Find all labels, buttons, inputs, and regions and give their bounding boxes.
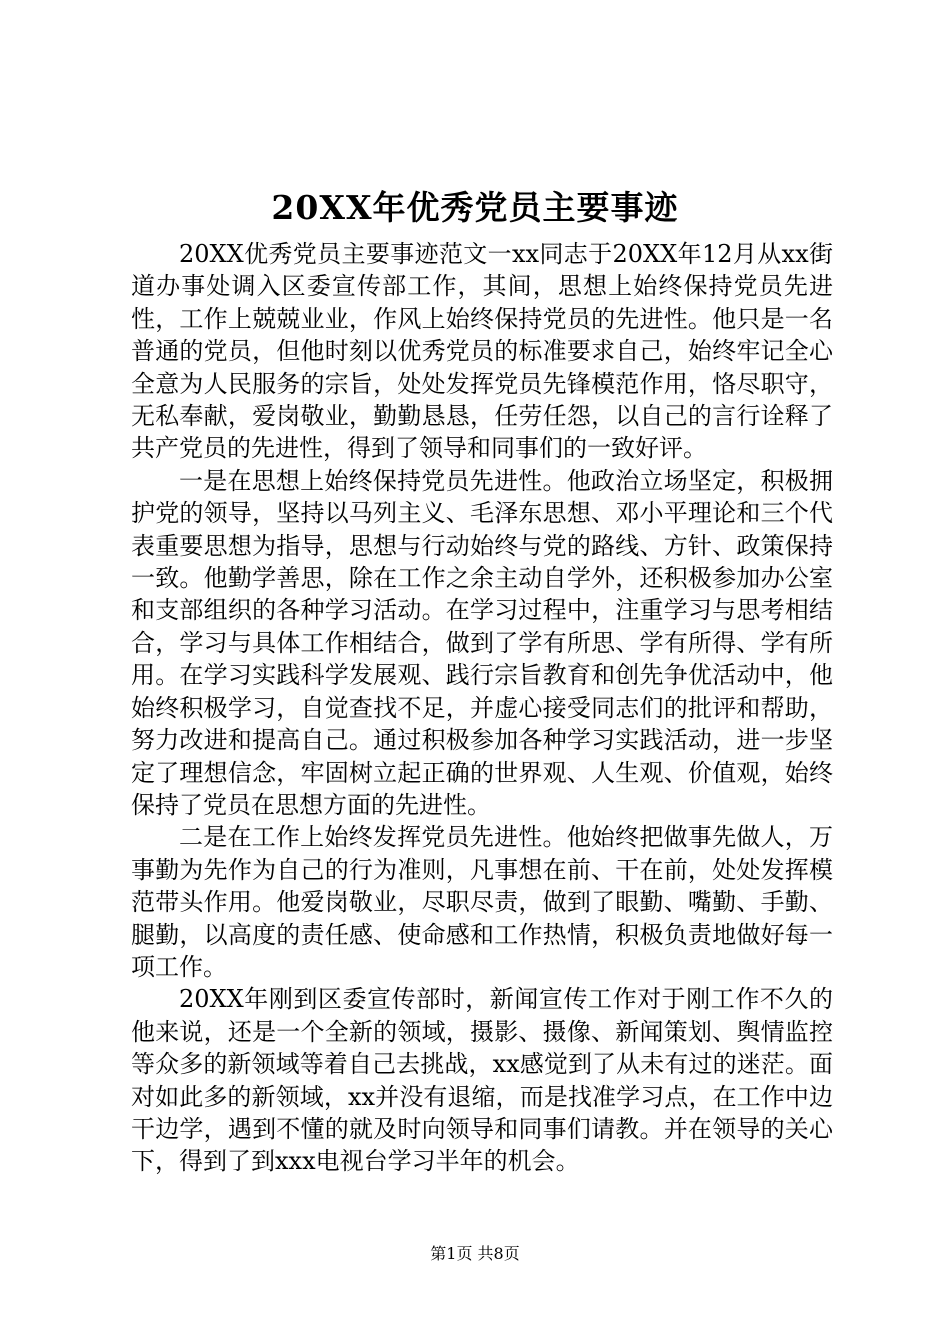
document-title: 20XX年优秀党员主要事迹 bbox=[271, 188, 679, 227]
page-footer: 第1页 共8页 bbox=[430, 1244, 520, 1263]
paragraph-publicity: 20XX年刚到区委宣传部时，新闻宣传工作对于刚工作不久的他来说，还是一个全新的领域，摄影、摄像、新闻策划、舆情监控等众多的新领域等着自己去挑战，xx感觉到了从未有过的迷茫。面对如此多的新领域，xx并没有退缩，而是找准学习点，在工作中边干边学，遇到不懂的就及时向领导和同事们请教。并在领导的关心下，得到了到xxx电视台学习半年的机会。 bbox=[131, 985, 833, 1176]
paragraph-work: 二是在工作上始终发挥党员先进性。他始终把做事先做人，万事勤为先作为自己的行为准则，凡事想在前、干在前，处处发挥模范带头作用。他爱岗敬业，尽职尽责，做到了眼勤、嘴勤、手勤、腿勤，以高度的责任感、使命感和工作热情，积极负责地做好每一项工作。 bbox=[131, 823, 833, 981]
paragraph-ideology: 一是在思想上始终保持党员先进性。他政治立场坚定，积极拥护党的领导，坚持以马列主义、毛泽东思想、邓小平理论和三个代表重要思想为指导，思想与行动始终与党的路线、方针、政策保持一致。他勤学善思，除在工作之余主动自学外，还积极参加办公室和支部组织的各种学习活动。在学习过程中，注重学习与思考相结合，学习与具体工作相结合，做到了学有所思、学有所得、学有所用。在学习实践科学发展观、践行宗旨教育和创先争优活动中，他始终积极学习，自觉查找不足，并虚心接受同志们的批评和帮助，努力改进和提高自己。通过积极参加各种学习实践活动，进一步坚定了理想信念，牢固树立起正确的世界观、人生观、价值观，始终保持了党员在思想方面的先进性。 bbox=[131, 466, 833, 819]
paragraph-intro: 20XX优秀党员主要事迹范文一xx同志于20XX年12月从xx街道办事处调入区委宣传部工作，其间，思想上始终保持党员先进性，工作上兢兢业业，作风上始终保持党员的先进性。他只是一名普通的党员，但他时刻以优秀党员的标准要求自己，始终牢记全心全意为人民服务的宗旨，处处发挥党员先锋模范作用，恪尽职守，无私奉献，爱岗敬业，勤勤恳恳，任劳任怨，以自己的言行诠释了共产党员的先进性，得到了领导和同事们的一致好评。 bbox=[131, 240, 833, 463]
document-body bbox=[131, 238, 833, 1178]
